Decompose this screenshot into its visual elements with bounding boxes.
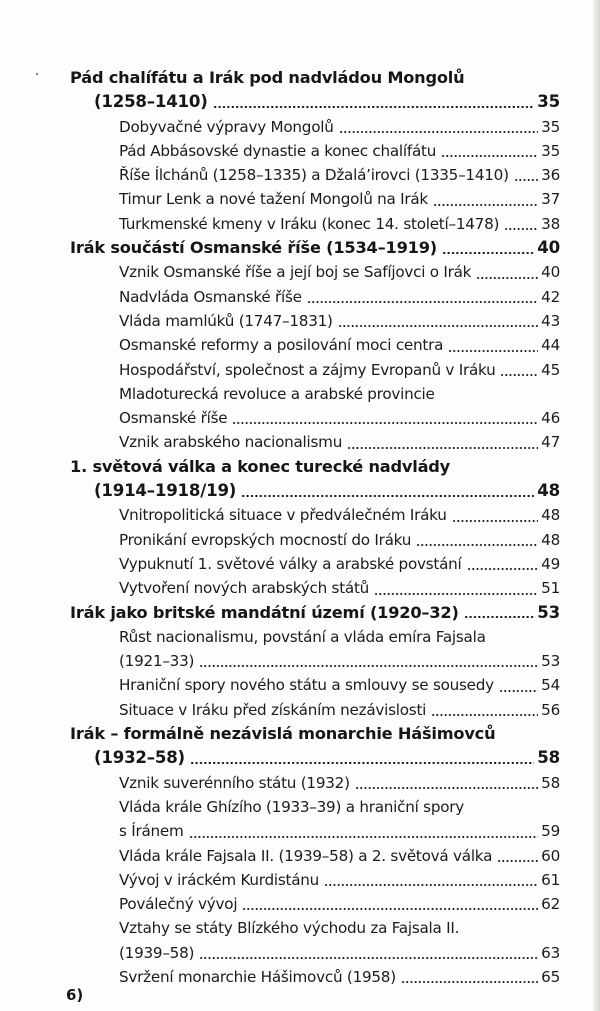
section-entry: [70, 552, 560, 576]
section-entry: [70, 965, 560, 989]
entry-line: [70, 916, 560, 940]
entry-line: [70, 965, 560, 989]
dot-leader: [452, 503, 539, 527]
page-ref: 45: [541, 360, 560, 379]
dot-leader: [504, 212, 538, 236]
page-ref: 35: [537, 92, 560, 112]
section-title: Vznik suverénního státu (1932): [119, 773, 350, 792]
chapter-entry: [70, 455, 560, 504]
dot-leader: [213, 90, 535, 114]
section-entry: [70, 698, 560, 722]
entry-line: [70, 795, 560, 819]
chapter-title: (1258–1410): [94, 92, 208, 112]
entry-line: [70, 601, 560, 625]
section-title: Osmanské reformy a posilování moci centra: [119, 336, 444, 355]
page-ref: 58: [537, 748, 560, 768]
section-entry: [70, 868, 560, 892]
entry-line: [70, 576, 560, 600]
chapter-title: Irák součástí Osmanské říše (1534–1919): [70, 238, 437, 258]
section-entry: [70, 333, 560, 357]
section-title: Růst nacionalismu, povstání a vláda emíra Fajsala: [119, 627, 486, 646]
entry-line: [70, 260, 560, 284]
entry-line: [70, 819, 560, 843]
dot-leader: [441, 139, 538, 163]
entry-line: [70, 722, 560, 746]
section-title: Vztahy se státy Blízkého východu za Fajsala II.: [119, 919, 460, 938]
page-ref: 58: [541, 773, 560, 792]
section-entry: [70, 285, 560, 309]
dot-leader: [499, 673, 538, 697]
section-entry: [70, 139, 560, 163]
section-title: Poválečný vývoj: [119, 895, 238, 914]
section-entry: [70, 212, 560, 236]
page-ref: 56: [541, 700, 560, 719]
page-ref: 53: [537, 602, 560, 622]
page-ref: 40: [537, 238, 560, 258]
entry-line: [70, 698, 560, 722]
section-title: Vytvoření nových arabských států: [119, 579, 370, 598]
page-ref: 61: [541, 870, 560, 889]
section-title: Situace v Iráku před získáním nezávislosti: [119, 700, 427, 719]
entry-line: [70, 358, 560, 382]
entry-line: [70, 503, 560, 527]
section-title: Vývoj v iráckém Kurdistánu: [119, 870, 320, 889]
entry-line: [70, 941, 560, 965]
dot-leader: [514, 163, 538, 187]
section-entry: [70, 260, 560, 284]
entry-line: [70, 746, 560, 770]
entry-line: [70, 285, 560, 309]
section-title: Vláda mamlúků (1747–1831): [119, 311, 333, 330]
dot-leader: [401, 965, 538, 989]
dot-leader: [307, 285, 538, 309]
entry-line: [70, 139, 560, 163]
section-title: Říše Ílchánů (1258–1335) a Džalá’irovci (1335–1410): [119, 166, 509, 185]
section-entry: [70, 187, 560, 211]
dot-leader: [448, 333, 538, 357]
section-entry: [70, 382, 560, 431]
dot-leader: [442, 236, 534, 260]
page-ref: 48: [541, 506, 560, 525]
page-ref: 54: [541, 676, 560, 695]
page-ref: 43: [541, 311, 560, 330]
dot-leader: [324, 868, 538, 892]
section-entry: [70, 576, 560, 600]
section-title: Vypuknutí 1. světové války a arabské povstání: [119, 554, 462, 573]
entry-line: [70, 528, 560, 552]
page-ref: 38: [541, 214, 560, 233]
page-ref: 60: [541, 846, 560, 865]
table-of-contents: [70, 66, 560, 989]
entry-line: [70, 212, 560, 236]
page-ref: 46: [541, 409, 560, 428]
page-ref: 63: [541, 943, 560, 962]
dot-leader: [497, 844, 538, 868]
entry-line: [70, 673, 560, 697]
section-title: Svržení monarchie Hášimovců (1958): [119, 967, 396, 986]
section-title: Vznik Osmanské říše a její boj se Safíjovci o Irák: [119, 263, 472, 282]
section-title: Pád Abbásovské dynastie a konec chalífátu: [119, 141, 437, 160]
page-edge-shadow: [593, 0, 600, 1011]
chapter-entry: [70, 236, 560, 260]
dot-leader: [199, 941, 538, 965]
section-title: Vznik arabského nacionalismu: [119, 433, 343, 452]
dot-leader: [431, 698, 538, 722]
entry-line: [70, 115, 560, 139]
dot-leader: [347, 430, 538, 454]
section-entry: [70, 844, 560, 868]
paper-speck: [36, 73, 38, 75]
page-ref: 48: [541, 530, 560, 549]
dot-leader: [190, 746, 534, 770]
dot-leader: [433, 187, 538, 211]
dot-leader: [338, 309, 538, 333]
section-title: Vláda krále Ghízího (1933–39) a hraniční spory: [119, 797, 464, 816]
entry-line: [70, 844, 560, 868]
section-title: (1921–33): [119, 652, 195, 671]
page-number: 6): [66, 986, 84, 1004]
dot-leader: [374, 576, 538, 600]
page-ref: 48: [537, 481, 560, 501]
section-title: Pronikání evropských mocností do Iráku: [119, 530, 412, 549]
section-entry: [70, 625, 560, 674]
chapter-title: Irák jako britské mandátní území (1920–32): [70, 602, 459, 622]
page-ref: 35: [541, 141, 560, 160]
dot-leader: [416, 528, 538, 552]
entry-line: [70, 382, 560, 406]
section-entry: [70, 430, 560, 454]
section-entry: [70, 892, 560, 916]
page-ref: 40: [541, 263, 560, 282]
entry-line: [70, 625, 560, 649]
section-entry: [70, 916, 560, 965]
section-entry: [70, 528, 560, 552]
entry-line: [70, 406, 560, 430]
section-title: (1939–58): [119, 943, 195, 962]
section-title: Hospodářství, společnost a zájmy Evropanů v Iráku: [119, 360, 496, 379]
section-entry: [70, 115, 560, 139]
page-ref: 62: [541, 895, 560, 914]
section-entry: [70, 309, 560, 333]
entry-line: [70, 90, 560, 114]
section-title: Osmanské říše: [119, 409, 228, 428]
section-title: Dobyvačné výpravy Mongolů: [119, 117, 334, 136]
entry-line: [70, 333, 560, 357]
dot-leader: [339, 115, 539, 139]
section-title: Timur Lenk a nové tažení Mongolů na Irák: [119, 190, 428, 209]
dot-leader: [189, 819, 539, 843]
section-title: s Íránem: [119, 822, 184, 841]
page-ref: 53: [541, 652, 560, 671]
entry-line: [70, 66, 560, 90]
page-ref: 65: [541, 967, 560, 986]
page-ref: 37: [541, 190, 560, 209]
entry-line: [70, 771, 560, 795]
section-entry: [70, 503, 560, 527]
entry-line: [70, 892, 560, 916]
page-ref: 42: [541, 287, 560, 306]
section-title: Mladoturecká revoluce a arabské provincie: [119, 384, 435, 403]
page-ref: 44: [541, 336, 560, 355]
section-entry: [70, 358, 560, 382]
page-ref: 51: [541, 579, 560, 598]
dot-leader: [241, 479, 534, 503]
chapter-entry: [70, 722, 560, 771]
chapter-entry: [70, 601, 560, 625]
section-title: Hraniční spory nového státu a smlouvy se sousedy: [119, 676, 494, 695]
chapter-entry: [70, 66, 560, 115]
chapter-title: Pád chalífátu a Irák pod nadvládou Mongolů: [70, 68, 465, 87]
dot-leader: [467, 552, 539, 576]
section-entry: [70, 673, 560, 697]
section-title: Vláda krále Fajsala II. (1939–58) a 2. světová válka: [119, 846, 493, 865]
dot-leader: [476, 260, 538, 284]
entry-line: [70, 868, 560, 892]
chapter-title: 1. světová válka a konec turecké nadvlády: [70, 456, 451, 476]
chapter-title: (1932–58): [94, 748, 185, 768]
section-entry: [70, 795, 560, 844]
entry-line: [70, 163, 560, 187]
section-entry: [70, 771, 560, 795]
entry-line: [70, 479, 560, 503]
entry-line: [70, 187, 560, 211]
entry-line: [70, 649, 560, 673]
entry-line: [70, 236, 560, 260]
dot-leader: [464, 601, 535, 625]
section-title: Vnitropolitická situace v předválečném Iráku: [119, 506, 447, 525]
entry-line: [70, 430, 560, 454]
entry-line: [70, 455, 560, 479]
page-ref: 59: [541, 822, 560, 841]
dot-leader: [242, 892, 538, 916]
dot-leader: [199, 649, 538, 673]
page-ref: 36: [541, 166, 560, 185]
entry-line: [70, 309, 560, 333]
section-title: Nadvláda Osmanské říše: [119, 287, 302, 306]
dot-leader: [500, 358, 538, 382]
section-entry: [70, 163, 560, 187]
page-ref: 47: [541, 433, 560, 452]
page-ref: 35: [541, 117, 560, 136]
page-ref: 49: [541, 554, 560, 573]
chapter-title: (1914–1918/19): [94, 481, 237, 501]
entry-line: [70, 552, 560, 576]
chapter-title: Irák – formálně nezávislá monarchie Hášimovců: [70, 724, 496, 744]
dot-leader: [355, 771, 538, 795]
dot-leader: [232, 406, 538, 430]
section-title: Turkmenské kmeny v Iráku (konec 14. století–1478): [119, 214, 500, 233]
